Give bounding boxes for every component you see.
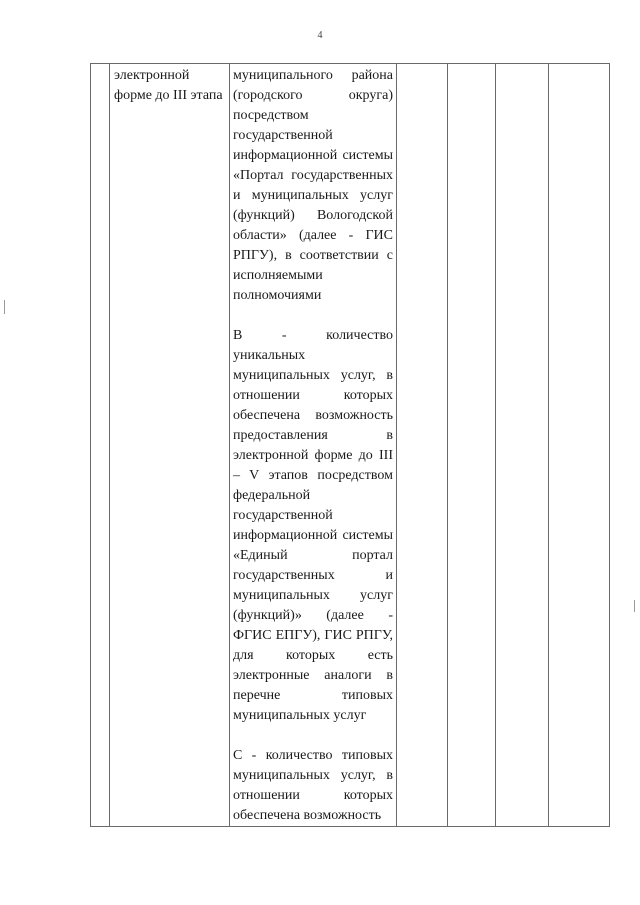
page-number: 4: [317, 30, 323, 41]
indicator-table: [90, 63, 610, 827]
table-cell-number: [91, 64, 110, 827]
table-cell-empty-7: [549, 64, 610, 827]
scan-edge-mark-left: [4, 300, 5, 314]
indicator-name-text: электронной форме до III этапа: [114, 68, 223, 103]
calculation-method-text: [230, 64, 396, 826]
table-row: [91, 64, 610, 827]
table-cell-empty-5: [448, 64, 496, 827]
method-paragraph-2: В - количество уникальных муниципальных услуг, в отношении которых обеспечена возможность предоставления в электронной форме до III – V этапов посредством федеральной государственной информационной системы «Единый портал государственных и муниципальных услуг (функций)» (далее - ФГИС ЕПГУ), ГИС РПГУ, для которых есть электронные аналоги в перечне типовых муниципальных услуг: [233, 328, 393, 723]
table-cell-empty-4: [397, 64, 448, 827]
method-paragraph-1: муниципального района (городского округа) посредством государственной информационной системы «Портал государственных и муниципальных услуг (функций) Вологодской области» (далее - ГИС РПГУ), в соответствии с исполняемыми полномочиями: [233, 68, 393, 303]
table-cell-indicator-name: [110, 64, 230, 827]
table-cell-calculation-method: [230, 64, 397, 827]
scan-edge-mark-right: [634, 600, 635, 612]
table-cell-empty-6: [496, 64, 549, 827]
method-paragraph-3: С - количество типовых муниципальных услуг, в отношении которых обеспечена возможность: [233, 748, 393, 823]
